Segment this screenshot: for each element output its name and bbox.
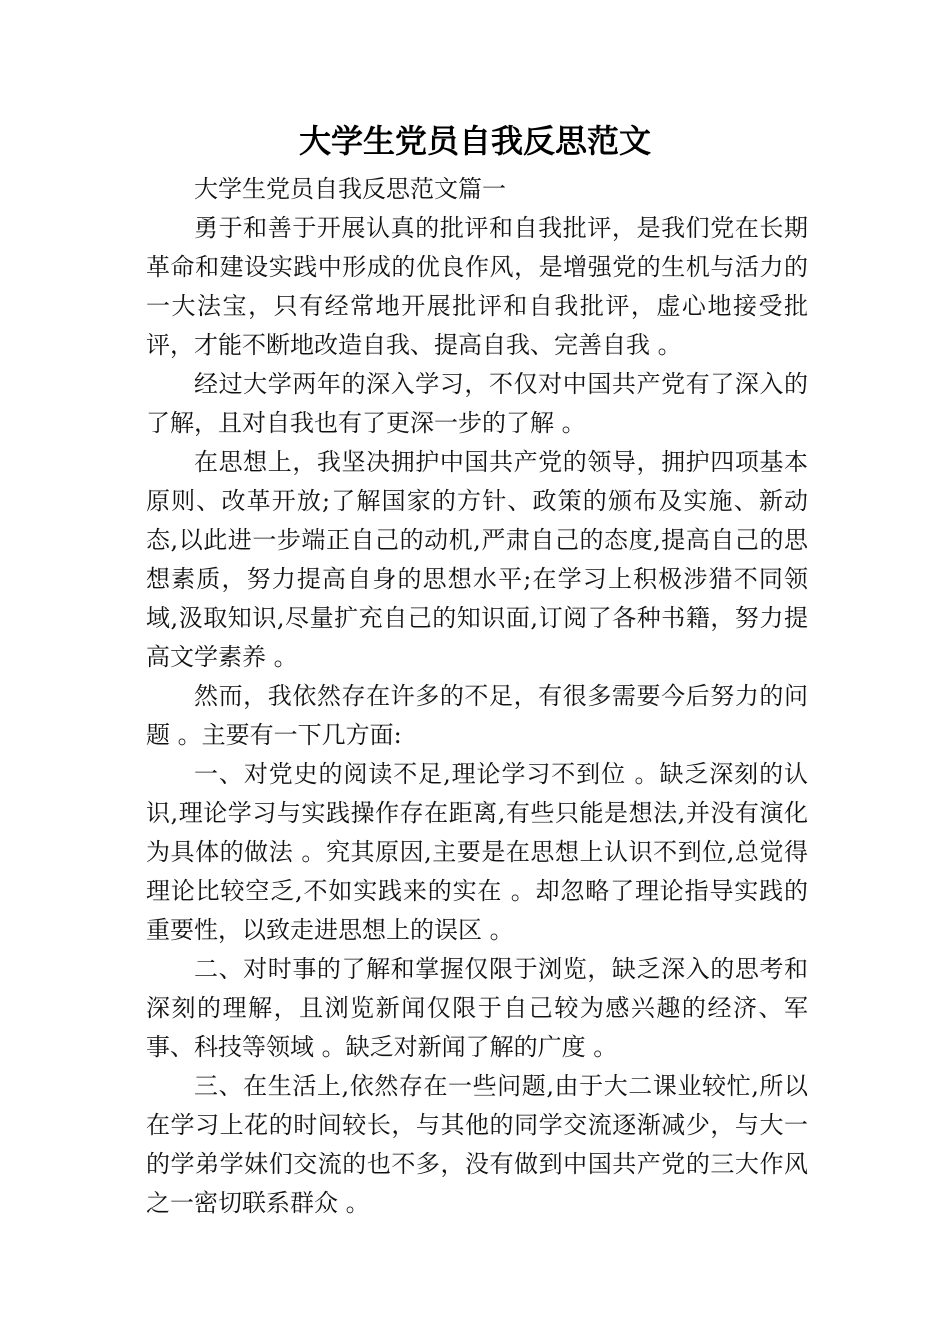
document-title: 大学生党员自我反思范文	[298, 122, 651, 160]
paragraph-study: 经过大学两年的深入学习，不仅对中国共产党有了深入的了解，且对自我也有了更深一步的了解 。	[146, 370, 808, 437]
paragraph-shortcomings: 然而，我依然存在许多的不足，有很多需要今后努力的问题 。主要有一下几方面:	[146, 682, 808, 749]
paragraph-point-three: 三、在生活上,依然存在一些问题,由于大二课业较忙,所以在学习上花的时间较长，与其他的同学交流逐渐减少，与大一的学弟学妹们交流的也不多，没有做到中国共产党的三大作风之一密切联系群众 。	[146, 1072, 808, 1217]
document-body	[146, 170, 808, 1223]
paragraph-intro: 勇于和善于开展认真的批评和自我批评，是我们党在长期革命和建设实践中形成的优良作风，是增强党的生机与活力的一大法宝，只有经常地开展批评和自我批评，虚心地接受批评，才能不断地改造自我、提高自我、完善自我 。	[146, 214, 808, 359]
paragraph-thought: 在思想上，我坚决拥护中国共产党的领导，拥护四项基本原则、改革开放;了解国家的方针、政策的颁布及实施、新动态,以此进一步端正自己的动机,严肃自己的态度,提高自己的思想素质，努力提高自身的思想水平;在学习上积极涉猎不同领域,汲取知识,尽量扩充自己的知识面,订阅了各种书籍，努力提高文学素养 。	[146, 448, 808, 671]
paragraph-point-one: 一、对党史的阅读不足,理论学习不到位 。缺乏深刻的认识,理论学习与实践操作存在距离,有些只能是想法,并没有演化为具体的做法 。究其原因,主要是在思想上认识不到位,总觉得理论比较空乏,不如实践来的实在 。却忽略了理论指导实践的重要性，以致走进思想上的误区 。	[146, 760, 808, 944]
paragraph-point-two: 二、对时事的了解和掌握仅限于浏览，缺乏深入的思考和深刻的理解，且浏览新闻仅限于自己较为感兴趣的经济、军事、科技等领域 。缺乏对新闻了解的广度 。	[146, 955, 808, 1061]
section-heading: 大学生党员自我反思范文篇一	[194, 175, 506, 203]
